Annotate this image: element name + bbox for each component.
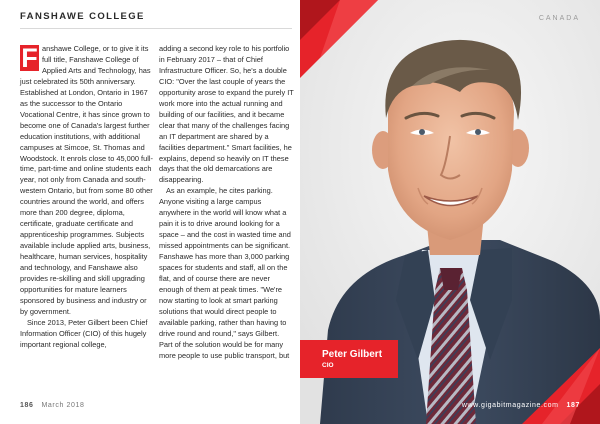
caption-box <box>300 340 398 378</box>
left-footer <box>20 402 84 409</box>
page-number-left: 186 <box>20 402 34 409</box>
header-divider <box>20 28 292 29</box>
issue-date: March 2018 <box>41 402 85 409</box>
country-label: CANADA <box>538 15 580 22</box>
caption-name: Peter Gilbert <box>322 349 383 360</box>
right-footer <box>462 402 580 409</box>
red-corner-triangle-bottom-icon <box>522 348 600 424</box>
article-column-left <box>20 44 155 351</box>
right-page <box>300 0 600 424</box>
website-url: www.gigabitmagazine.com <box>461 402 559 409</box>
article-paragraph-3: adding a second key role to his portfolio in February 2017 – that of Chief Infrastructure Officer. So, he's a double CIO: "Over the last couple of years the opportunity arose to expand the purely IT work more into the actual running and building of our facilities, and it became clear that many of the challenges facing an IT department are shared by a facilities department." Smart facilities, he explains, depend so heavily on IT these days that the old demarcations are disappearing. <box>159 44 294 185</box>
drop-cap: F <box>21 43 38 73</box>
caption-role: CIO <box>322 362 334 369</box>
article-paragraph-1: F anshawe College, or to give it its full title, Fanshawe College of Applied Arts and Technology, has just celebrated its 50th anniversary. Established at London, Ontario in 1967 as the successor to the Ontario Vocational Centre, it has since grown to become one of Canada's largest further education institutions, with additional campuses at Simcoe, St. Thomas and Woodstock. It enrols close to 45,000 full-time, part-time and online students each year, not only from Canada and south-western Ontario, but from some 80 other countries around the world, and offers more than 200 degree, diploma, certificate, graduate certificate and apprenticeship programmes. Subjects available include applied arts, business, healthcare, human services, hospitality and technology, and Fanshawe also provides re-skilling and skill upgrading opportunities for mature learners sponsored by business and industry or by government. <box>20 43 153 316</box>
article-paragraph-2: Since 2013, Peter Gilbert been Chief Information Officer (CIO) of this hugely important regional college, <box>20 317 148 349</box>
article-paragraph-4: As an example, he cites parking. Anyone visiting a large campus anywhere in the world will know what a pain it is to drive around looking for a space – and the cost in wasted time and missed appointments can be significant. Fanshawe has more than 3,000 parking spaces for students and staff, all on the flat, and of course there are never enough of them at peak times. "We're now starting to look at smart parking solutions that would direct people to available parking, rather than having to drive round and round," says Gilbert. Part of the solution would be for many more people to use public transport, but <box>159 186 291 360</box>
article-column-right <box>159 44 294 362</box>
page-number-right: 187 <box>566 402 580 409</box>
red-corner-triangle-top-icon <box>300 0 378 78</box>
section-title: FANSHAWE COLLEGE <box>20 11 145 22</box>
